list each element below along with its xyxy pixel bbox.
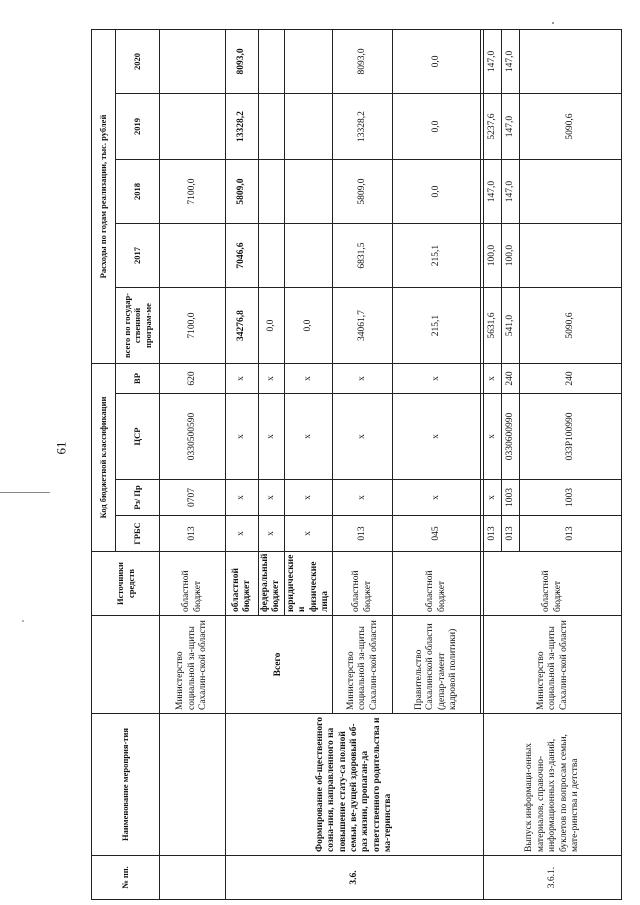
cell-csr: 033P100990 <box>520 394 622 480</box>
cell-2020: 0,0 <box>393 29 481 93</box>
header-2017: 2017 <box>116 224 160 288</box>
cell-2019 <box>259 94 285 160</box>
cell-grbs: х <box>284 516 333 552</box>
cell-grbs: х <box>226 516 259 552</box>
header-rzpr: Рз/ Пр <box>116 480 160 516</box>
cell-2019: 13328,2 <box>226 94 259 160</box>
cell-2017: 6831,5 <box>333 224 393 288</box>
cell-executor: Министерство социальной за-щиты Сахалин-ской области <box>160 616 226 714</box>
header-name: Наименование мероприя-тия <box>92 714 160 856</box>
cell-executor: Министерство социальной за-щиты Сахалин-ской области <box>333 616 393 714</box>
cell-rzpr: 1003 <box>502 480 520 516</box>
cell-total: 7100,0 <box>160 288 226 364</box>
cell-2017: 100,0 <box>484 224 502 288</box>
cell-name: Выпуск информаци-онных материалов, справочно-информационных из-даний, буклетов по вопросам семьи, мате-ринства и детства <box>484 714 622 856</box>
cell-2020: 8093,0 <box>333 29 393 93</box>
cell-grbs: 013 <box>484 516 502 552</box>
cell-total: 34061,7 <box>333 288 393 364</box>
cell-total: 0,0 <box>284 288 333 364</box>
header-csr: ЦСР <box>116 394 160 480</box>
cell-2020 <box>520 29 622 93</box>
header-executor <box>92 616 160 714</box>
cell-source: областной бюджет <box>160 552 226 616</box>
cell-vr: 240 <box>520 364 622 394</box>
header-2019: 2019 <box>116 94 160 160</box>
cell-csr: х <box>393 394 481 480</box>
cell-2018: 5809,0 <box>226 160 259 224</box>
cell-csr: 0330600990 <box>502 394 520 480</box>
header-2018: 2018 <box>116 160 160 224</box>
cell-2017 <box>160 224 226 288</box>
table-row <box>226 29 259 899</box>
scan-artifact-line <box>0 492 50 493</box>
cell-name: Формирование об-щественного созна-ния, направленного на повышение стату-са полной семьи, ве-дущей здоровый об-раз жизни, пропаган-да ответственного родительства и ма-теринства <box>226 714 484 856</box>
cell-rzpr: х <box>226 480 259 516</box>
cell-csr: х <box>226 394 259 480</box>
cell-vr: х <box>259 364 285 394</box>
cell-total: 5090,6 <box>520 288 622 364</box>
cell-name <box>160 714 226 856</box>
cell-2017 <box>520 224 622 288</box>
table-row <box>160 29 226 899</box>
cell-rzpr: 1003 <box>520 480 622 516</box>
cell-2020: 147,0 <box>484 29 502 93</box>
cell-grbs: 013 <box>160 516 226 552</box>
cell-num: 3.6. <box>226 856 484 900</box>
cell-2019: 0,0 <box>393 94 481 160</box>
cell-executor: Правительство Сахалинской области (депар-тамент кадровой политики) <box>393 616 481 714</box>
header-total: всего по государ-ственной програм-ме <box>116 288 160 364</box>
cell-2018: 147,0 <box>502 160 520 224</box>
cell-grbs: х <box>259 516 285 552</box>
cell-2017: 215,1 <box>393 224 481 288</box>
cell-vr: х <box>226 364 259 394</box>
header-grbs: ГРБС <box>116 516 160 552</box>
header-kbk-group: Код бюджетной классификации <box>92 364 116 552</box>
cell-executor: Министерство социальной за-щиты Сахалин-ской области <box>484 616 622 714</box>
cell-vr: 620 <box>160 364 226 394</box>
cell-2018 <box>284 160 333 224</box>
cell-2017 <box>259 224 285 288</box>
cell-grbs: 013 <box>502 516 520 552</box>
cell-num <box>160 856 226 900</box>
cell-source: областной бюджет <box>393 552 481 616</box>
cell-2020 <box>284 29 333 93</box>
cell-total: 215,1 <box>393 288 481 364</box>
cell-2018: 147,0 <box>484 160 502 224</box>
cell-2018 <box>259 160 285 224</box>
scan-artifact-dot <box>552 22 554 24</box>
cell-total: 0,0 <box>259 288 285 364</box>
cell-vr: 240 <box>502 364 520 394</box>
cell-2018 <box>520 160 622 224</box>
cell-csr: х <box>284 394 333 480</box>
cell-source: областной бюджет <box>484 552 622 616</box>
cell-2019: 147,0 <box>502 94 520 160</box>
page-number: 61 <box>53 441 68 455</box>
cell-2017: 100,0 <box>502 224 520 288</box>
header-vr: ВР <box>116 364 160 394</box>
cell-csr: х <box>484 394 502 480</box>
rotated-table-frame <box>91 30 621 900</box>
cell-source: областной бюджет <box>333 552 393 616</box>
cell-vr: х <box>484 364 502 394</box>
scan-artifact-dot <box>22 620 24 622</box>
cell-rzpr: х <box>333 480 393 516</box>
cell-grbs: 013 <box>520 516 622 552</box>
cell-executor: Всего <box>226 616 333 714</box>
cell-vr: х <box>393 364 481 394</box>
cell-csr: х <box>333 394 393 480</box>
cell-vr: х <box>284 364 333 394</box>
cell-source: федеральный бюджет <box>259 552 285 616</box>
cell-grbs: 045 <box>393 516 481 552</box>
cell-num: 3.6.1. <box>484 856 622 900</box>
cell-rzpr: х <box>259 480 285 516</box>
cell-2019 <box>160 94 226 160</box>
cell-rzpr: 0707 <box>160 480 226 516</box>
cell-source: юридические и физические лица <box>284 552 333 616</box>
cell-total: 5631,6 <box>484 288 502 364</box>
cell-source: областной бюджет <box>226 552 259 616</box>
cell-2020 <box>160 29 226 93</box>
cell-2018: 7100,0 <box>160 160 226 224</box>
cell-total: 34276,8 <box>226 288 259 364</box>
cell-2019 <box>284 94 333 160</box>
cell-grbs: 013 <box>333 516 393 552</box>
header-source: Источники средств <box>92 552 160 616</box>
cell-2017: 7046,6 <box>226 224 259 288</box>
cell-rzpr: х <box>484 480 502 516</box>
cell-rzpr: х <box>284 480 333 516</box>
cell-2018: 0,0 <box>393 160 481 224</box>
header-num: № пп. <box>92 856 160 900</box>
cell-total: 541,0 <box>502 288 520 364</box>
cell-2019: 5090,6 <box>520 94 622 160</box>
budget-table-wrapper <box>91 30 621 900</box>
cell-2020: 147,0 <box>502 29 520 93</box>
cell-2020 <box>259 29 285 93</box>
table-row <box>484 29 502 899</box>
header-expenses-group: Расходы по годам реализации, тыс. рублей <box>92 29 116 363</box>
cell-2019: 5237,6 <box>484 94 502 160</box>
cell-2017 <box>284 224 333 288</box>
cell-csr: 0330500590 <box>160 394 226 480</box>
cell-rzpr: х <box>393 480 481 516</box>
cell-2020: 8093,0 <box>226 29 259 93</box>
budget-table <box>91 29 622 900</box>
cell-2019: 13328,2 <box>333 94 393 160</box>
cell-vr: х <box>333 364 393 394</box>
header-2020: 2020 <box>116 29 160 93</box>
cell-csr: х <box>259 394 285 480</box>
cell-2018: 5809,0 <box>333 160 393 224</box>
